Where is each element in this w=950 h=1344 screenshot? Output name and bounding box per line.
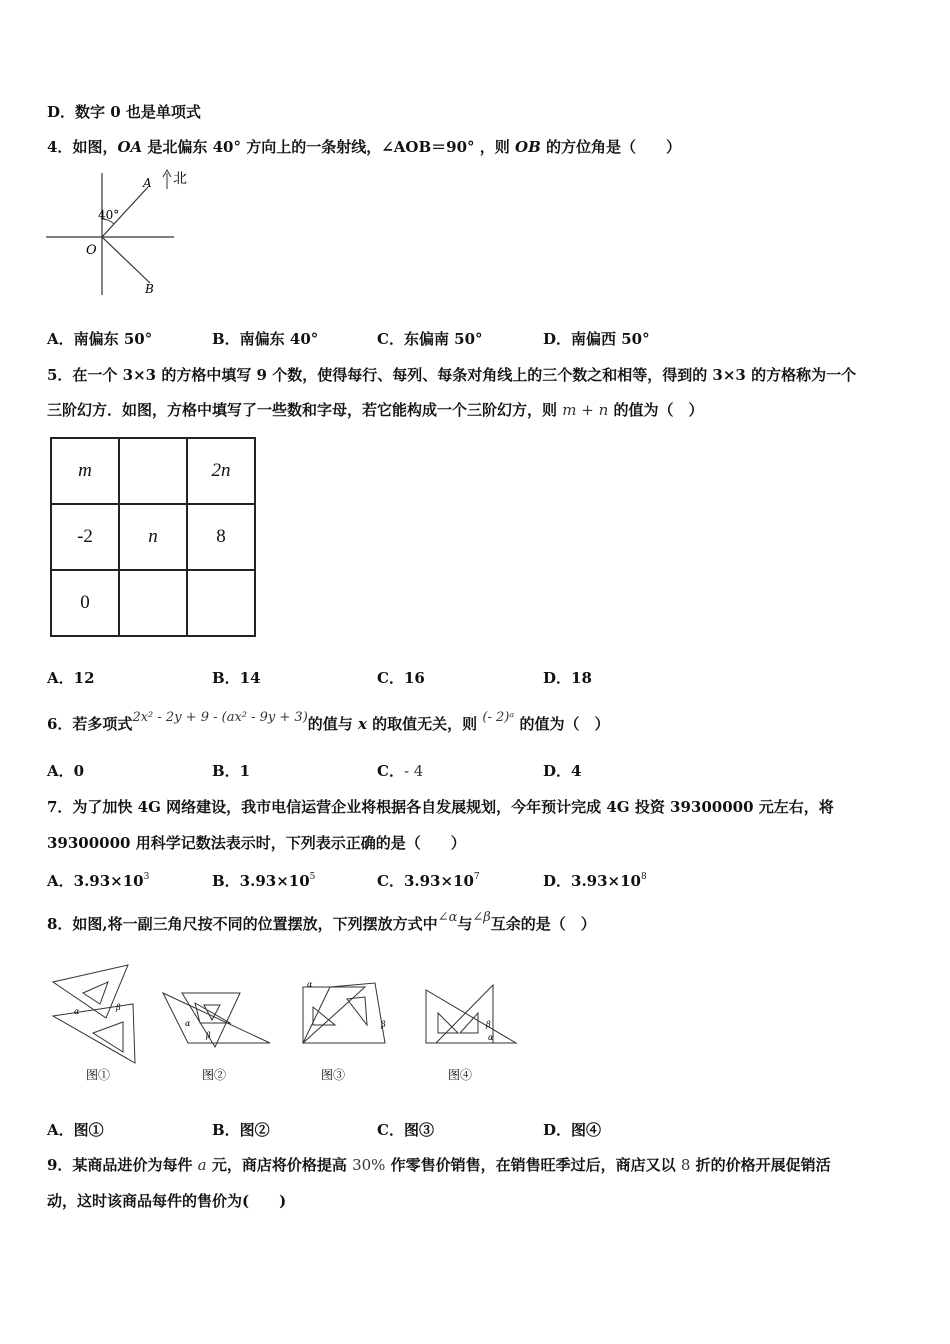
grid-cell: n xyxy=(119,504,187,570)
grid-cell: 2n xyxy=(187,438,255,504)
q4-figure xyxy=(40,165,190,300)
q4-option-b[interactable]: B．南偏东 40° xyxy=(212,330,319,348)
grid-cell xyxy=(119,570,187,636)
svg-text:α: α xyxy=(185,1019,191,1028)
q5-stem-line1: 5．在一个 3×3 的方格中填写 9 个数，使得每行、每列、每条对角线上的三个数之和相等，得到的 3×3 的方格称为一个 xyxy=(47,366,857,384)
svg-text:β: β xyxy=(206,1031,211,1040)
svg-text:β: β xyxy=(116,1003,121,1012)
svg-text:α: α xyxy=(307,980,313,989)
grid-cell: m xyxy=(51,438,119,504)
q6-stem: 6．若多项式2x² - 2y + 9 - (ax² - 9y + 3)的值与 x 的取值无关，则 (- 2)ᵃ 的值为（ ） xyxy=(47,710,610,733)
q4-option-a[interactable]: A．南偏东 50° xyxy=(47,330,153,348)
q4-option-c[interactable]: C．东偏南 50° xyxy=(377,330,483,348)
svg-text:β: β xyxy=(486,1020,491,1029)
q6-option-b[interactable]: B．1 xyxy=(212,762,251,780)
grid-cell xyxy=(187,570,255,636)
point-a-label: A xyxy=(143,176,152,190)
q8-figure-2 xyxy=(160,975,278,1082)
q8-figure-3 xyxy=(295,975,395,1082)
q7-stem-line2: 39300000 用科学记数法表示时，下列表示正确的是（ ） xyxy=(47,834,466,852)
angle-40-label: 40° xyxy=(98,208,120,222)
q5-option-a[interactable]: A．12 xyxy=(47,669,95,687)
q8-option-c[interactable]: C．图③ xyxy=(377,1121,434,1139)
grid-cell: -2 xyxy=(51,504,119,570)
q6-option-a[interactable]: A．0 xyxy=(47,762,85,780)
q8-figure-1 xyxy=(48,960,143,1082)
fig-4-caption: 图④ xyxy=(448,1068,473,1082)
q7-option-a[interactable]: A．$3.93\times 10^3$ xyxy=(47,872,150,890)
q7-stem-line1: 7．为了加快 4G 网络建设，我市电信运营企业将根据各自发展规划，今年预计完成 4G 投资 39300000 元左右，将 xyxy=(47,798,834,816)
point-o-label: O xyxy=(86,243,97,258)
q4-stem: 4．如图，OA 是北偏东 40° 方向上的一条射线，∠AOB＝90° ，则 OB 的方位角是（ ） xyxy=(47,138,681,156)
q5-stem-line2: 三阶幻方．如图，方格中填写了一些数和字母，若它能构成一个三阶幻方，则 m + n 的值为（ ） xyxy=(47,401,704,419)
q9-stem-line2: 动，这时该商品每件的售价为( ) xyxy=(47,1192,287,1210)
svg-text:α: α xyxy=(74,1007,80,1016)
svg-text:α: α xyxy=(488,1033,494,1042)
q7-option-c[interactable]: C．$3.93\times 10^7$ xyxy=(377,872,480,890)
q6-option-d[interactable]: D．4 xyxy=(543,762,582,780)
q8-option-b[interactable]: B．图② xyxy=(212,1121,270,1139)
grid-cell: 0 xyxy=(51,570,119,636)
q4-option-d[interactable]: D．南偏西 50° xyxy=(543,330,650,348)
q8-option-a[interactable]: A．图① xyxy=(47,1121,104,1139)
q5-option-d[interactable]: D．18 xyxy=(543,669,592,687)
q7-option-b[interactable]: B．$3.93\times 10^5$ xyxy=(212,872,316,890)
q9-stem-line1: 9．某商品进价为每件 a 元，商店将价格提高 30% 作零售价销售，在销售旺季过后，商店又以 8 折的价格开展促销活 xyxy=(47,1156,831,1174)
fig-2-caption: 图② xyxy=(202,1068,227,1082)
grid-cell xyxy=(119,438,187,504)
q3-option-d: D．数字 0 也是单项式 xyxy=(47,103,201,121)
q6-option-c[interactable]: C．- 4 xyxy=(377,762,424,780)
q8-option-d[interactable]: D．图④ xyxy=(543,1121,602,1139)
grid-cell: 8 xyxy=(187,504,255,570)
q5-option-b[interactable]: B．14 xyxy=(212,669,261,687)
q8-figure-4 xyxy=(418,975,523,1082)
fig-3-caption: 图③ xyxy=(321,1068,346,1082)
q8-stem: 8．如图,将一副三角尺按不同的位置摆放，下列摆放方式中∠α与∠β互余的是（ ） xyxy=(47,910,596,933)
point-b-label: B xyxy=(145,282,154,296)
fig-1-caption: 图① xyxy=(86,1068,111,1082)
north-label: 北 xyxy=(173,171,187,187)
q7-option-d[interactable]: D．$3.93\times 10^8$ xyxy=(543,872,647,890)
q5-option-c[interactable]: C．16 xyxy=(377,669,425,687)
magic-square-grid xyxy=(50,437,256,637)
svg-text:β: β xyxy=(381,1020,386,1029)
